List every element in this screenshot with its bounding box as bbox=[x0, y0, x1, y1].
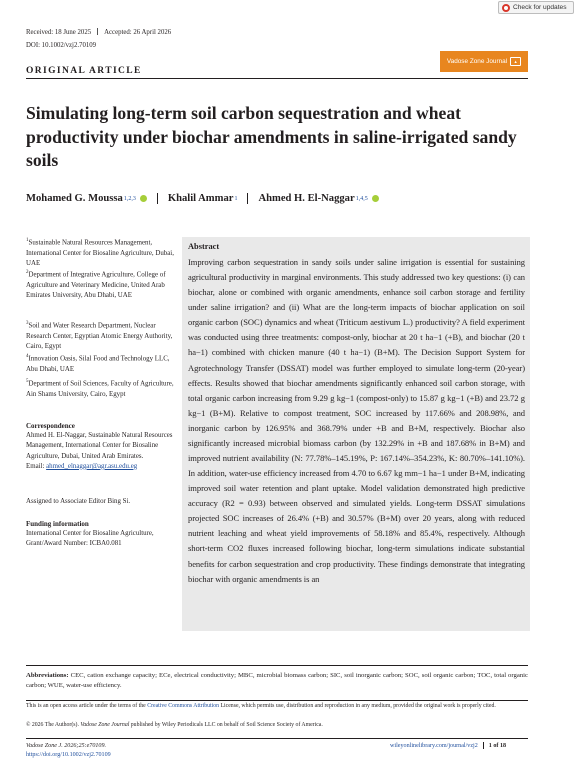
affiliation bbox=[26, 319, 176, 352]
divider bbox=[26, 700, 528, 701]
affiliation-number: 4 bbox=[26, 354, 29, 359]
correspondence-heading: Correspondence bbox=[26, 422, 75, 430]
abbreviations-text: CEC, cation exchange capacity; ECe, electrical conductivity; MBC, microbial biomass carbon; SIC, soil inorganic carbon; SOC, soil organic carbon; TOC, total organic carbon; WUE, water-use efficiency. bbox=[26, 672, 528, 690]
abstract-heading: Abstract bbox=[188, 242, 220, 251]
affiliation-text: Department of Integrative Agriculture, College of Agriculture and Veterinary Medicine, United Arab Emirates University, Abu Dhabi, UAE bbox=[26, 271, 166, 299]
funding-text: International Center for Biosaline Agriculture, Grant/Award Number: ICBA0.081 bbox=[26, 530, 154, 548]
license-text: This is an open access article under the terms of the bbox=[26, 703, 148, 709]
email-link[interactable]: ahmed_elnaggar@agr.asu.edu.eg bbox=[46, 462, 138, 470]
copyright-statement bbox=[26, 721, 530, 730]
journal-logo-text: Vadose Zone Journal bbox=[446, 58, 508, 65]
funding-heading: Funding information bbox=[26, 520, 89, 528]
affiliation bbox=[26, 377, 176, 400]
crossmark-icon bbox=[502, 4, 510, 12]
author-affiliation: 1 bbox=[234, 195, 238, 202]
header-rule bbox=[26, 78, 528, 79]
affiliation-text: Soil and Water Research Department, Nuclear Research Center, Egyptian Atomic Energy Authority, Cairo, Egypt bbox=[26, 322, 173, 350]
divider bbox=[157, 193, 158, 204]
doi-link[interactable]: https://doi.org/10.1002/vzj2.70109 bbox=[26, 752, 111, 758]
article-dates bbox=[26, 28, 171, 36]
abstract-box bbox=[182, 237, 530, 631]
footer-rule bbox=[26, 738, 528, 739]
copyright-text: published by Wiley Periodicals LLC on behalf of Soil Science Society of America. bbox=[129, 722, 323, 728]
affiliation-text: Innovation Oasis, Silal Food and Technology LLC, Abu Dhabi, UAE bbox=[26, 355, 170, 373]
article-title: Simulating long-term soil carbon sequestration and wheat productivity under biochar amendments in saline-irrigated sandy soils bbox=[26, 103, 517, 170]
affiliation-text: Sustainable Natural Resources Management, International Center for Biosaline Agriculture, Dubai, UAE bbox=[26, 239, 174, 267]
author-name[interactable]: Ahmed H. El-Naggar bbox=[258, 193, 355, 204]
author-name[interactable]: Mohamed G. Moussa bbox=[26, 193, 123, 204]
license-text: License, which permits use, distribution and reproduction in any medium, provided the original work is properly cited. bbox=[219, 703, 496, 709]
check-for-updates-label: Check for updates bbox=[513, 4, 567, 11]
article-doi: DOI: 10.1002/vzj2.70109 bbox=[26, 42, 97, 49]
author-list bbox=[26, 193, 379, 204]
affiliation-number: 2 bbox=[26, 270, 29, 275]
affiliation bbox=[26, 236, 176, 269]
affiliation bbox=[26, 352, 176, 375]
author-affiliation: 1,4,5 bbox=[355, 195, 368, 202]
affiliation-text: Department of Soil Sciences, Faculty of Agriculture, Ain Shams University, Cairo, Egypt bbox=[26, 380, 174, 398]
citation-block bbox=[26, 742, 111, 760]
correspondence-text: Ahmed H. El-Naggar, Sustainable Natural Resources Management, International Center for Biosaline Agriculture, Dubai, United Arab Emirates. bbox=[26, 432, 173, 460]
journal-site-link[interactable]: wileyonlinelibrary.com/journal/vzj2 bbox=[390, 742, 478, 749]
assigned-editor: Assigned to Associate Editor Bing Si. bbox=[26, 498, 131, 505]
article-type: ORIGINAL ARTICLE bbox=[26, 66, 142, 76]
email-label: Email: bbox=[26, 462, 47, 470]
divider bbox=[97, 28, 98, 35]
received-date: Received: 18 June 2025 bbox=[26, 29, 92, 36]
society-logo-icon: ▲ bbox=[510, 57, 521, 66]
author-name[interactable]: Khalil Ammar bbox=[167, 193, 234, 204]
license-statement bbox=[26, 702, 530, 711]
affiliation-number: 5 bbox=[26, 379, 29, 384]
affiliation bbox=[26, 268, 176, 301]
footer-right bbox=[390, 742, 506, 749]
check-for-updates-button[interactable] bbox=[498, 1, 574, 14]
orcid-icon[interactable] bbox=[372, 195, 379, 202]
journal-logo bbox=[440, 51, 528, 72]
citation: Vadose Zone J. 2026;25:e70109. bbox=[26, 743, 107, 749]
copyright-journal: Vadose Zone Journal bbox=[80, 722, 130, 728]
copyright-text: © 2026 The Author(s). bbox=[26, 722, 81, 728]
affiliation-number: 3 bbox=[26, 321, 29, 326]
divider bbox=[26, 665, 528, 666]
abbreviations-label: Abbreviations: bbox=[26, 672, 69, 679]
abbreviations bbox=[26, 671, 528, 692]
accepted-date: Accepted: 26 April 2026 bbox=[104, 29, 172, 36]
author-affiliation: 1,2,3 bbox=[123, 195, 136, 202]
divider bbox=[247, 193, 248, 204]
page-number: 1 of 18 bbox=[488, 742, 507, 749]
orcid-icon[interactable] bbox=[140, 195, 147, 202]
correspondence-block bbox=[26, 421, 178, 472]
affiliation-number: 1 bbox=[26, 238, 29, 243]
divider bbox=[483, 742, 484, 749]
cc-license-link[interactable]: Creative Commons Attribution bbox=[147, 703, 220, 709]
abstract-text: Improving carbon sequestration in sandy soils under saline irrigation is essential for sustaining agricultural productivity in marginal environments. This study addressed two key questions: (i) can biochar, alone or combined with organic amendments, enhance soil carbon storage and fertility under saline irrigation? and (ii) What are the long-term impacts of biochar application on soil organic carbon (SOC) dynamics and wheat (Triticum aestivum L.) productivity? A field experiment was conducted using three treatments: compost-only, biochar at 20 t ha−1 (+B), and biochar (20 t ha−1) combined with chicken manure (40 t ha−1) (B+M). The Decision Support System for Agrotechnology Transfer (DSSAT) model was further employed to simulate long-term (20-year) effects. Results showed that biochar amendments significantly enhanced soil carbon storage, with total organic carbon increasing from 9.29 g kg−1 (compost-only) to 15.87 g kg−1 (+B) and 23.72 g kg−1 (B+M). Relative to compost treatment, SOC increased by 117.66% and 208.98%, and inorganic carbon by 126.95% and 368.79% under +B and B+M, respectively. Biochar also significantly increased microbial biomass carbon (by 132.29% in +B and 187.68% in B+M) and improved nutrient availability (N: 77.78%–145.19%, P: 167.14%–354.23%, K: 80.70%–141.10%). In addition, water-use efficiency increased from 4.70 to 6.67 kg mm−1 ha−1 under B+M, indicating improved soil water retention and plant uptake. Model validation demonstrated high predictive accuracy (R2 = 0.93) between observed and simulated yields. Long-term DSSAT simulations projected SOC increases of 26.4% (+B) and 30.57% (B+M) over 20 years, along with reduced nutrient leaching and wheat yield improvements of 58.18% and 85.4%, respectively. Although short-term CO2 fluxes increased following biochar, long-term simulations indicate substantial benefits for carbon sequestration and crop productivity. These findings demonstrate that integrating biochar with organic amendments is an bbox=[188, 257, 525, 584]
funding-block bbox=[26, 519, 178, 550]
